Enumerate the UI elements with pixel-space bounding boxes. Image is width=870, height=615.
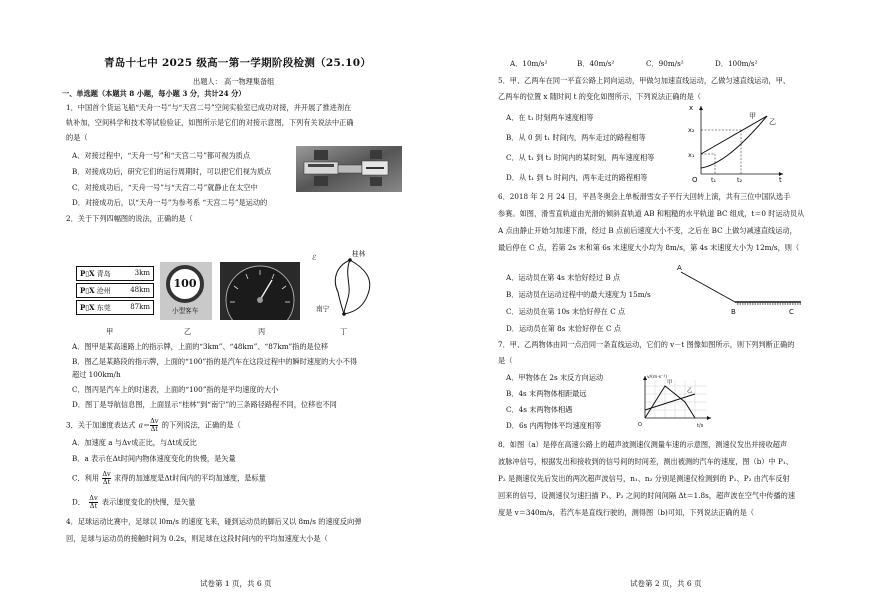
accel-formula: $\frac{\Delta v}{\Delta t}$ — [89, 494, 98, 510]
q6-line: A 点由静止开始匀加速下滑，经过 B 点前后速度大小不变，之后在 BC 上做匀减速直线运动， — [498, 226, 797, 235]
sign-place: 沧州 — [96, 287, 111, 295]
series-label: 乙 — [769, 118, 776, 126]
sign-row — [76, 283, 154, 298]
q1-option: C．对接成功后，“天舟一号”与“天宫二号”就静止在太空中 — [72, 183, 258, 192]
q4-option: A．10m/s² — [510, 59, 548, 68]
q1-option: A．对接过程中，“天舟一号”和“天宫二号”都可视为质点 — [72, 151, 251, 160]
q7-option: C．4s 末两物体相遇 — [506, 405, 573, 414]
q5-line-yi — [701, 116, 767, 154]
q1-option: B．对接成功后，研究它们的运行周期时，可以把它们视为质点 — [72, 167, 272, 176]
exam-page-2 — [435, 0, 870, 615]
q4-line: 回，足球与运动员的接触时间为 0.2s，则足球在这段时间内的平均加速度大小是（ — [66, 534, 328, 543]
page-footer: 试卷第 1 页，共 6 页 — [200, 579, 272, 588]
map-marker-icon: ℰ — [312, 254, 317, 262]
fig-label: 丙 — [258, 327, 266, 336]
q1-line: 轨补加，空间科学和技术等试验验证，如图所示是它们的对接示意图，下列有关说法中正确 — [66, 118, 354, 127]
q8-line: 8．如图（a）是停在高速公路上的超声波测速仪测量车速的示意图，测速仪发出并接收超声 — [498, 440, 788, 449]
origin-label: O — [692, 176, 698, 184]
q6-line: 6．2018 年 2 月 24 日，平昌冬奥会上单板滑雪女子平行大回转上演，共有三位中国队选手 — [498, 192, 791, 201]
speed-limit-note: 小型客车 — [172, 307, 199, 315]
series-label: 甲 — [749, 112, 756, 120]
docking-photo — [296, 146, 402, 192]
page-footer: 试卷第 2 页，共 6 页 — [630, 579, 702, 588]
map-end-label: 南宁 — [316, 305, 330, 313]
sign-distance: 48km — [130, 286, 150, 294]
q7-option: A．甲物体在 2s 末反方向运动 — [506, 373, 604, 382]
tick-label: x₂ — [688, 126, 695, 134]
q8-line: P₂ 是测速仪先后发出的两次超声波信号，n₁、n₂ 分别是测速仪检测到的 P₁、P₂ 由汽车反射 — [498, 474, 790, 483]
q2-option: D．图丁是导航信息图，上面显示“桂林”到“南宁”的三条路径路程不同，位移也不同 — [72, 400, 337, 409]
exam-title: 青岛十七中 2025 级高一第一学期阶段检测（25.10） — [104, 57, 372, 69]
q6-option: B．运动员在运动过程中的最大速度为 15m/s — [506, 290, 651, 299]
q2-stem: 2．关于下列四幅图的说法，正确的是（ — [66, 214, 193, 223]
series-label: 甲 — [667, 380, 673, 386]
sign-place: 青岛 — [96, 270, 111, 278]
distance-signboard — [76, 266, 154, 318]
q4-option: D．100m/s² — [715, 59, 758, 68]
q6-option: C．运动员在第 10s 末恰好停在 C 点 — [506, 307, 626, 316]
q8-line: 回来的信号，设测速仪匀速扫描 P₁、P₂ 之间的时间间隔 Δt＝1.8s，超声波在空气中传播的速 — [498, 491, 796, 500]
sign-row — [76, 266, 154, 281]
q1-option: D．对接成功后，以“天舟一号”为参考系 “天宫二号”是运动的 — [72, 198, 268, 207]
q2-option: 超过 100km/h — [72, 370, 121, 379]
tick-label: t₂ — [737, 176, 743, 184]
tick-label: t₁ — [711, 176, 717, 184]
series-label: 乙 — [687, 388, 693, 394]
exit-icon: P▯Ⅹ — [80, 286, 95, 295]
fig-label: 丁 — [340, 327, 348, 336]
accel-formula: a＝ $\frac{\Delta v}{\Delta t}$ — [138, 417, 159, 433]
fig-label: 甲 — [106, 327, 114, 336]
fig-label: 乙 — [184, 327, 192, 336]
axis-label: x — [689, 104, 694, 112]
q7-vt-graph — [633, 372, 715, 430]
q1-line: 1．中国首个货运飞船“天舟一号”与“天宫二号”空间实验室已成功对接，并开展了推进剂在 — [66, 103, 352, 112]
q5-xt-graph — [687, 102, 787, 184]
q4-option: C．90m/s² — [646, 59, 684, 68]
q1-line: 的是（ — [66, 133, 88, 142]
q6-line: 参赛。如图，滑雪直轨道由光滑的倾斜直轨道 AB 和粗糙的水平轨道 BC 组成，t＝0 时运动员从 — [498, 209, 805, 218]
speedometer-photo — [220, 262, 300, 320]
q3-option: B．a 表示在Δt时间内物体速度变化的快慢，是矢量 — [72, 454, 236, 463]
q7-line: 7．甲、乙两物体由同一点沿同一条直线运动，它们的 v－t 图像如图所示，则下列判断正确的 — [498, 340, 795, 349]
q8-line: 度是 v＝340m/s，若汽车是直线行驶的，测得图（b)可知，下列说法正确的是（ — [498, 508, 755, 517]
q4-line: 4．足球运动比赛中，足球以 l0m/s 的速度飞来，碰到运动员的脚后又以 8m/s 的速度反向弹 — [66, 517, 362, 526]
map-start-label: 桂林 — [352, 250, 366, 258]
q5-curve-jia — [701, 116, 767, 168]
q4-option: B．40m/s² — [577, 59, 615, 68]
speed-limit-photo — [160, 262, 212, 320]
point-label: B — [731, 308, 736, 316]
q5-line: 乙两车的位置 x 随时间 t 的变化如图所示，下列说法正确的是（ — [498, 92, 701, 101]
accel-formula: $\frac{\Delta v}{\Delta t}$ — [102, 470, 111, 486]
axis-label: t — [779, 176, 782, 184]
sign-row — [76, 300, 154, 315]
q3-option: A．加速度 a 与Δv成正比，与Δt成反比 — [72, 438, 197, 447]
q5-option: C．从 t₁ 到 t₂ 时间内的某时刻，两车速度相等 — [506, 153, 655, 162]
exam-author: 出题人： 高一物理集备组 — [193, 77, 275, 86]
section-heading: 一、单选题（本题共 8 小题，每小题 3 分，共计24 分） — [62, 89, 246, 98]
q3-option: D． $\frac{\Delta v}{\Delta t}$ 表示速度变化的快慢，是矢量 — [72, 494, 196, 510]
q7-option: D．6s 内两物体平均速度相等 — [506, 421, 602, 430]
incline-ab — [681, 272, 735, 302]
exit-icon: P▯Ⅹ — [80, 269, 95, 278]
origin-label: O — [638, 422, 642, 428]
point-label: A — [677, 264, 682, 272]
exit-icon: P▯Ⅹ — [80, 303, 95, 312]
q5-option: B．从 0 到 t₁ 时间内，两车走过的路程相等 — [506, 133, 646, 142]
tick-label: x₁ — [688, 151, 695, 159]
axis-label: v/(m·s⁻¹) — [647, 375, 668, 380]
q6-track-figure — [675, 262, 805, 318]
q6-option: A．运动员在第 4s 末恰好经过 B 点 — [506, 273, 621, 282]
speed-limit-sign: 100 — [166, 265, 204, 303]
sign-place: 东莞 — [96, 304, 111, 312]
q7-line: 是（ — [498, 356, 513, 365]
q5-line: 5．甲、乙两车在同一平直公路上同向运动，甲做匀加速直线运动，乙做匀速直线运动，甲、 — [498, 76, 791, 85]
q2-option: C．图丙是汽车上的时速表，上面的“100”指的是平均速度的大小 — [72, 385, 279, 394]
q7-option: B．4s 末两物体相距最远 — [506, 389, 587, 398]
sign-distance: 87km — [130, 303, 150, 311]
point-label: C — [789, 308, 794, 316]
q2-option: A．图甲是某高速路上的指示牌，上面的“3km”、“48km”、“87km”指的是位移 — [72, 342, 329, 351]
q2-option: B．图乙是某路段的指示牌，上面的“100”指的是汽车在这段过程中的瞬时速度的大小不得 — [72, 357, 358, 366]
q5-option: D．从 t₁ 到 t₂ 时间内，两车走过的路程相等 — [506, 173, 648, 182]
axis-label: t/s — [697, 423, 704, 429]
q6-option: D．运动员在第 8s 末恰好停在 C 点 — [506, 324, 621, 333]
q3-stem: 3．关于加速度表达式 a＝ $\frac{\Delta v}{\Delta t}$ 的下列说法，正确的是（ — [66, 417, 241, 433]
q8-line: 波脉冲信号，根据发出和接收到的信号间的时间差，测出被测的汽车的速度，图（b）中 P₁、 — [498, 457, 793, 466]
sign-distance: 3km — [134, 269, 150, 277]
q3-option: C．利用 $\frac{\Delta v}{\Delta t}$ 求得的加速度是Δt时间内的平均加速度，是标量 — [72, 470, 266, 486]
q5-option: A．在 t₁ 时刻两车速度相等 — [506, 113, 594, 122]
q6-line: 最后停在 C 点，若第 2s 末和第 6s 末速度大小均为 8m/s，第 4s 末速度大小为 12m/s，则（ — [498, 243, 800, 252]
